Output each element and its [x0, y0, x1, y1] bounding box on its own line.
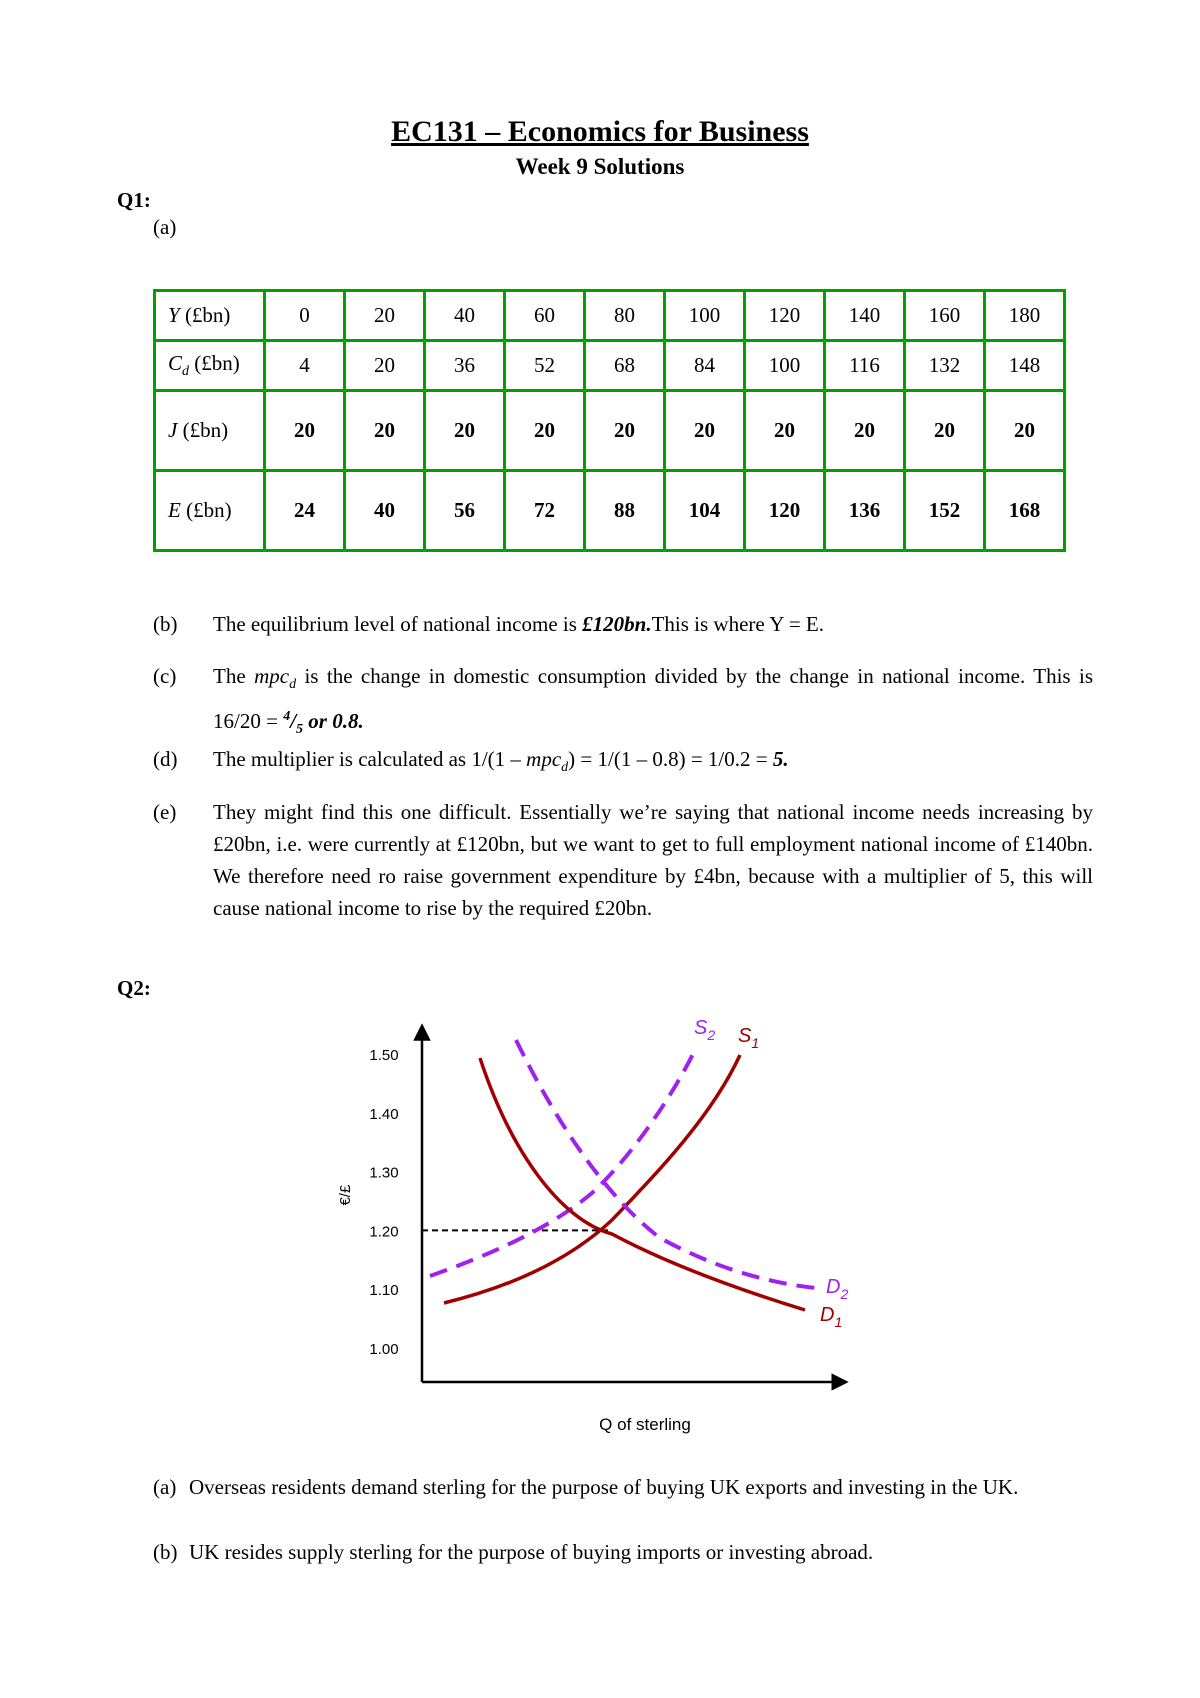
q1-item-c: [153, 660, 1093, 746]
table-cell: 20: [585, 391, 665, 471]
q2-label: Q2:: [117, 976, 151, 1000]
item-c-text: The: [213, 664, 255, 688]
table-cell: 20: [745, 391, 825, 471]
table-cell: 152: [905, 471, 985, 551]
table-cell: 140: [825, 291, 905, 341]
fraction-slash: /: [290, 709, 297, 734]
table-row: [155, 341, 1065, 391]
y-axis-label: €/£: [337, 1184, 354, 1206]
table-cell: 4: [265, 341, 345, 391]
table-cell: 20: [905, 391, 985, 471]
table-cell: 52: [505, 341, 585, 391]
table-cell: 40: [345, 471, 425, 551]
curve-label-d2: $D_2$: [826, 1276, 849, 1302]
row-header: J (£bn): [155, 391, 265, 471]
table-cell: 68: [585, 341, 665, 391]
table-cell: 84: [665, 341, 745, 391]
table-cell: 36: [425, 341, 505, 391]
q2-answer-b: [153, 1536, 1093, 1568]
item-d-text: The multiplier is calculated as 1/(1 –: [213, 747, 527, 771]
q2-answer-a: [153, 1471, 1093, 1503]
item-label: (d): [153, 747, 178, 771]
table-cell: 20: [345, 341, 425, 391]
answer-label: (a): [153, 1475, 177, 1499]
item-e-text: They might find this one difficult. Essentially we’re saying that national income needs increasing by £20bn, i.e. were currently at £120bn, but we want to get to full employment national income of £140bn. We therefore need ro raise government expenditure by £4bn, because with a multiplier of 5, this will cause national income to rise by the required £20bn.: [213, 800, 1093, 920]
table-cell: 116: [825, 341, 905, 391]
table-cell: 104: [665, 471, 745, 551]
equilibrium-value: £120bn.: [582, 612, 652, 636]
row-header: E (£bn): [155, 471, 265, 551]
table-row: [155, 391, 1065, 471]
answer-a-text: Overseas residents demand sterling for the purpose of buying UK exports and investing in the UK.: [189, 1475, 1019, 1499]
q1-item-e: [153, 796, 1093, 924]
curve-d1: [480, 1058, 805, 1310]
table-cell: 60: [505, 291, 585, 341]
fraction-numerator: 4: [283, 709, 291, 725]
table-cell: 148: [985, 341, 1065, 391]
q1-part-a-label: (a): [153, 215, 177, 239]
table-cell: 100: [665, 291, 745, 341]
table-cell: 160: [905, 291, 985, 341]
mpc-symbol: mpc: [526, 747, 562, 771]
item-label: (c): [153, 664, 177, 688]
row-header: Y (£bn): [155, 291, 265, 341]
answer-b-text: UK resides supply sterling for the purpose of buying imports or investing abroad.: [189, 1540, 874, 1564]
item-b-text: The equilibrium level of national income is: [213, 612, 583, 636]
y-tick-label: 1.00: [369, 1341, 399, 1358]
x-axis-label: Q of sterling: [599, 1415, 691, 1434]
table-cell: 132: [905, 341, 985, 391]
table-cell: 136: [825, 471, 905, 551]
table-cell: 20: [345, 391, 425, 471]
q1-label: Q1:: [117, 188, 151, 212]
curve-label-s2: $S_2$: [694, 1020, 716, 1043]
document-title: EC131 – Economics for Business: [391, 115, 809, 148]
mpc-subscript: d: [561, 760, 569, 776]
mpc-symbol: mpc: [254, 664, 290, 688]
y-tick-label: 1.50: [369, 1047, 399, 1064]
table-cell: 100: [745, 341, 825, 391]
y-tick-label: 1.10: [369, 1282, 399, 1300]
table-cell: 88: [585, 471, 665, 551]
document-subtitle: Week 9 Solutions: [515, 154, 685, 179]
multiplier-value: 5.: [772, 747, 789, 771]
item-b-text-end: This is where Y = E.: [651, 612, 825, 636]
mpc-value: or 0.8.: [303, 709, 364, 734]
row-header: $C_d$ (£bn): [155, 341, 265, 391]
curve-s2: [430, 1052, 694, 1276]
table-cell: 20: [345, 291, 425, 341]
table-cell: 80: [585, 291, 665, 341]
table-cell: 20: [265, 391, 345, 471]
item-c-text-mid: is the change in domestic consumption divided by the change in national income. This is 16/20 =: [213, 664, 1093, 734]
table-cell: 0: [265, 291, 345, 341]
income-expenditure-table: [153, 289, 1066, 552]
y-tick-label: 1.20: [369, 1223, 399, 1241]
y-tick-label: 1.40: [369, 1105, 399, 1123]
answer-label: (b): [153, 1540, 178, 1564]
table-cell: 20: [985, 391, 1065, 471]
q1-item-d: [153, 743, 1093, 784]
table-cell: 20: [665, 391, 745, 471]
table-cell: 20: [505, 391, 585, 471]
table-row: [155, 471, 1065, 551]
y-tick-label: 1.30: [369, 1164, 399, 1182]
table-cell: 20: [825, 391, 905, 471]
sterling-exchange-rate-chart: [330, 1020, 870, 1450]
item-d-text-mid: ) = 1/(1 – 0.8) = 1/0.2 =: [568, 747, 773, 771]
table-cell: 20: [425, 391, 505, 471]
curve-label-s1: $S_1$: [738, 1025, 760, 1051]
curve-s1: [444, 1055, 740, 1303]
table-cell: 180: [985, 291, 1065, 341]
table-cell: 24: [265, 471, 345, 551]
item-label: (e): [153, 800, 177, 824]
item-label: (b): [153, 612, 178, 636]
fraction-denominator: 5: [296, 722, 304, 738]
table-cell: 56: [425, 471, 505, 551]
curve-label-d1: $D_1$: [820, 1304, 843, 1330]
table-cell: 72: [505, 471, 585, 551]
table-row: [155, 291, 1065, 341]
table-cell: 120: [745, 471, 825, 551]
mpc-subscript: d: [289, 677, 297, 693]
q1-item-b: [153, 608, 1093, 640]
table-cell: 120: [745, 291, 825, 341]
table-cell: 168: [985, 471, 1065, 551]
table-cell: 40: [425, 291, 505, 341]
